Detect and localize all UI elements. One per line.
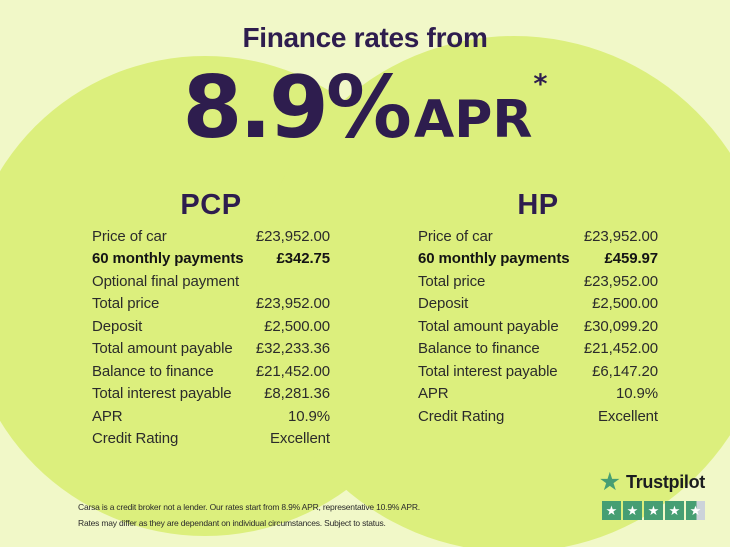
table-row — [418, 315, 658, 338]
pcp-table — [92, 188, 330, 450]
hp-table-title: HP — [517, 189, 559, 221]
pcp-table-rows — [92, 225, 330, 450]
row-value: £8,281.36 — [264, 385, 330, 403]
row-value: 10.9% — [287, 407, 330, 425]
disclaimer-line-1: Carsa is a credit broker not a lender. Our rates start from 8.9% APR, representative 10.9% APR. — [78, 502, 420, 512]
row-label: Total price — [418, 272, 486, 290]
table-row — [418, 405, 658, 428]
star-box-icon: ★ — [602, 501, 621, 520]
trustpilot-star-icon: ★ — [598, 468, 621, 496]
row-value: £342.75 — [276, 250, 330, 268]
table-row — [92, 248, 330, 271]
row-label: Price of car — [418, 227, 493, 245]
trustpilot-wordmark — [599, 470, 705, 495]
table-row — [92, 225, 330, 248]
row-value: £21,452.00 — [583, 340, 658, 358]
row-label: 60 monthly payments — [92, 250, 244, 268]
hp-table — [418, 188, 658, 428]
row-label: APR — [418, 385, 449, 403]
banner-title: Finance rates from — [242, 22, 488, 53]
row-label: Total interest payable — [92, 385, 232, 403]
row-value: £6,147.20 — [592, 362, 658, 380]
headline-rate — [0, 58, 730, 158]
row-label: Balance to finance — [92, 362, 214, 380]
table-row — [92, 338, 330, 361]
row-value: £23,952.00 — [255, 295, 330, 313]
star-box-icon: ★ — [665, 501, 684, 520]
row-value: £32,233.36 — [255, 340, 330, 358]
disclaimer — [78, 500, 420, 531]
disclaimer-line-2: Rates may differ as they are dependant on individual circumstances. Subject to status. — [78, 517, 386, 528]
row-value: 10.9% — [615, 385, 658, 403]
table-row — [418, 225, 658, 248]
row-label: Deposit — [92, 317, 143, 335]
row-label: Total interest payable — [418, 362, 558, 380]
row-label: APR — [92, 407, 123, 425]
row-label: Total amount payable — [418, 317, 559, 335]
table-row — [418, 360, 658, 383]
row-value: Excellent — [598, 407, 658, 425]
row-value: £23,952.00 — [583, 227, 658, 245]
row-label: Credit Rating — [92, 430, 179, 448]
row-value: £30,099.20 — [583, 317, 658, 335]
table-row — [92, 405, 330, 428]
table-row — [92, 315, 330, 338]
row-label: Total price — [92, 295, 160, 313]
table-row — [92, 383, 330, 406]
star-box-icon: ★ — [623, 501, 642, 520]
rate-asterisk: * — [533, 69, 548, 100]
table-row — [418, 293, 658, 316]
row-value: £21,452.00 — [255, 362, 330, 380]
table-row — [418, 338, 658, 361]
row-value: £2,500.00 — [264, 317, 330, 335]
row-value: £2,500.00 — [592, 295, 658, 313]
row-label: Total amount payable — [92, 340, 233, 358]
row-label: Deposit — [418, 295, 469, 313]
rate-value: 8.9% — [182, 58, 409, 158]
table-row — [418, 270, 658, 293]
row-label: 60 monthly payments — [418, 250, 570, 268]
pcp-table-title: PCP — [180, 189, 242, 221]
row-label: Credit Rating — [418, 407, 505, 425]
rate-unit: APR — [413, 90, 533, 150]
row-value: £23,952.00 — [255, 227, 330, 245]
table-row — [92, 293, 330, 316]
half-star-box-icon: ★ — [686, 501, 705, 520]
row-value: £23,952.00 — [583, 272, 658, 290]
table-row — [418, 248, 658, 271]
table-row — [92, 360, 330, 383]
table-row — [92, 270, 330, 293]
star-box-icon: ★ — [644, 501, 663, 520]
row-label: Price of car — [92, 227, 167, 245]
hp-table-rows — [418, 225, 658, 428]
trustpilot-rating-stars — [599, 501, 705, 520]
table-row — [418, 383, 658, 406]
table-row — [92, 428, 330, 451]
trustpilot-brand-name: Trustpilot — [626, 472, 705, 492]
row-label: Balance to finance — [418, 340, 540, 358]
row-label: Optional final payment — [92, 272, 240, 290]
row-value: £459.97 — [604, 250, 658, 268]
trustpilot-badge — [599, 470, 705, 520]
row-value: Excellent — [270, 430, 330, 448]
